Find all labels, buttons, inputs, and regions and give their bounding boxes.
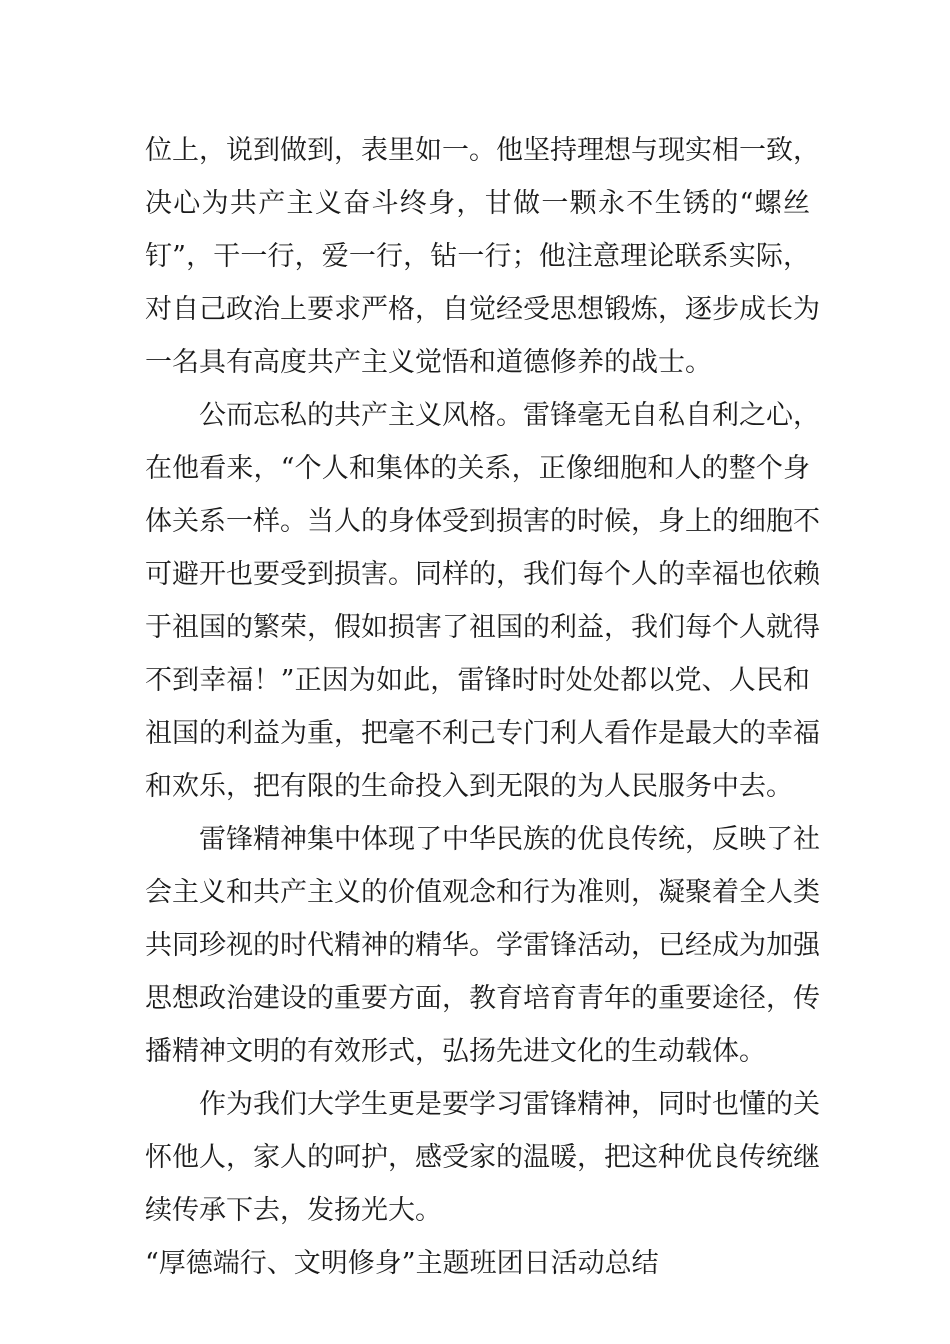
text-line: 钉”，干一行，爱一行，钻一行；他注意理论联系实际， <box>145 241 810 272</box>
text-line: 雷锋精神集中体现了中华民族的优良传统，反映了社 <box>199 824 820 855</box>
text-line: 怀他人，家人的呵护，感受家的温暖，把这种优良传统继 <box>145 1142 820 1173</box>
text-line: 和欢乐，把有限的生命投入到无限的为人民服务中去。 <box>145 771 793 802</box>
text-line: 播精神文明的有效形式，弘扬先进文化的生动载体。 <box>145 1036 766 1067</box>
text-line: 可避开也要受到损害。同样的，我们每个人的幸福也依赖 <box>145 559 820 590</box>
text-line: 一名具有高度共产主义觉悟和道德修养的战士。 <box>145 347 712 378</box>
paragraph-1 <box>145 124 820 389</box>
text-line: 于祖国的繁荣，假如损害了祖国的利益，我们每个人就得 <box>145 612 820 643</box>
text-line: 不到幸福！”正因为如此，雷锋时时处处都以党、人民和 <box>145 665 810 696</box>
paragraph-3 <box>145 813 820 1078</box>
text-line: 位上，说到做到，表里如一。他坚持理想与现实相一致， <box>145 135 820 166</box>
text-line: 作为我们大学生更是要学习雷锋精神，同时也懂的关 <box>199 1089 820 1120</box>
paragraph-4 <box>145 1078 820 1237</box>
text-line: 续传承下去，发扬光大。 <box>145 1195 442 1226</box>
text-line: 公而忘私的共产主义风格。雷锋毫无自私自利之心， <box>199 400 820 431</box>
document-body <box>145 124 820 1290</box>
text-line: 在他看来，“个人和集体的关系，正像细胞和人的整个身 <box>145 453 810 484</box>
text-line: 会主义和共产主义的价值观念和行为准则，凝聚着全人类 <box>145 877 820 908</box>
text-line: 思想政治建设的重要方面，教育培育青年的重要途径，传 <box>145 983 820 1014</box>
text-line: 对自己政治上要求严格，自觉经受思想锻炼，逐步成长为 <box>145 294 820 325</box>
text-line: 祖国的利益为重，把毫不利己专门利人看作是最大的幸福 <box>145 718 820 749</box>
paragraph-2 <box>145 389 820 813</box>
section-heading: “厚德端行、文明修身”主题班团日活动总结 <box>145 1248 659 1279</box>
text-line: 体关系一样。当人的身体受到损害的时候，身上的细胞不 <box>145 506 820 537</box>
text-line: 共同珍视的时代精神的精华。学雷锋活动，已经成为加强 <box>145 930 820 961</box>
text-line: 决心为共产主义奋斗终身，甘做一颗永不生锈的“螺丝 <box>145 188 810 219</box>
